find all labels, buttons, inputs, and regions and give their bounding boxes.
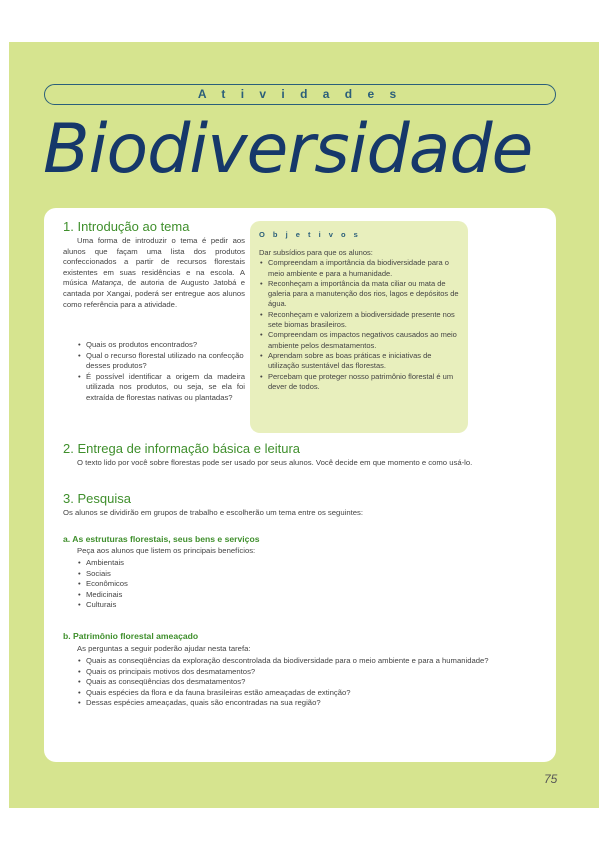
section-3a-list: [77, 558, 377, 611]
section-1-text-start: Uma forma de introduzir o tema é pedir aos alunos que façam uma lista dos produtos confeccionados a partir de recursos florestais existentes em suas residências e na escola. A música: [63, 236, 245, 288]
section-1-heading: 1. Introdução ao tema: [63, 219, 190, 234]
question-item: • Dessas espécies ameaçadas, quais são encontradas na sua região?: [77, 698, 497, 709]
question-item: • Qual o recurso florestal utilizado na confecção desses produtos?: [77, 351, 245, 372]
objectives-intro: Dar subsídios para que os alunos:: [259, 248, 373, 257]
song-title: Matança: [91, 278, 122, 288]
section-3a-heading: a. As estruturas florestais, seus bens e serviços: [63, 534, 260, 544]
benefit-item: • Culturais: [77, 600, 377, 611]
section-1-paragraph: [63, 236, 245, 310]
objective-item: • Compreendam os impactos negativos causados ao meio ambiente pelos desmatamentos.: [259, 330, 460, 351]
section-1-text-end: , de autoria de Augusto Jatobá e cantada por Xangai, poderá ser entregue aos alunos como referência para a atividade.: [63, 278, 245, 309]
section-3a-intro: Peça aos alunos que listem os principais benefícios:: [77, 546, 256, 555]
question-item: • Quais as conseqüências da exploração descontrolada da biodiversidade para o meio ambiente e para a humanidade?: [77, 656, 497, 667]
page-number: 75: [544, 772, 558, 786]
benefit-item: • Medicinais: [77, 590, 377, 601]
section-3-paragraph: Os alunos se dividirão em grupos de trabalho e escolherão um tema entre os seguintes:: [63, 508, 363, 517]
section-3b-list: [77, 656, 497, 709]
section-3b-intro: As perguntas a seguir poderão ajudar nesta tarefa:: [77, 644, 251, 653]
benefit-item: • Sociais: [77, 569, 377, 580]
section-2-paragraph: O texto lido por você sobre florestas pode ser usado por seus alunos. Você decide em que momento e como usá-lo.: [77, 458, 473, 467]
section-3b-heading: b. Patrimônio florestal ameaçado: [63, 631, 199, 641]
objective-item: • Aprendam sobre as boas práticas e iniciativas de utilização sustentável das florestas.: [259, 351, 460, 372]
question-item: • É possível identificar a origem da madeira utilizada nos produtos, ou seja, se ela foi extraída de florestas nativas ou plantadas?: [77, 372, 245, 404]
question-item: • Quais espécies da flora e da fauna brasileiras estão ameaçadas de extinção?: [77, 688, 497, 699]
activities-banner: A t i v i d a d e s: [44, 84, 556, 105]
question-item: • Quais os produtos encontrados?: [77, 340, 245, 351]
objective-item: • Percebam que proteger nosso patrimônio florestal é um dever de todos.: [259, 372, 460, 393]
objective-item: • Reconheçam e valorizem a biodiversidade presente nos sete biomas brasileiros.: [259, 310, 460, 331]
section-2-heading: 2. Entrega de informação básica e leitura: [63, 441, 301, 456]
objectives-list: [259, 258, 460, 392]
page-title: Biodiversidade: [43, 110, 533, 189]
objective-item: • Reconheçam a importância da mata ciliar ou mata de galeria para a manutenção dos rios, lagos e depósitos de água.: [259, 279, 460, 310]
benefit-item: • Econômicos: [77, 579, 377, 590]
objectives-title: O b j e t i v o s: [259, 230, 361, 239]
section-1-questions: [77, 340, 245, 404]
section-3-heading: 3. Pesquisa: [63, 491, 131, 506]
question-item: • Quais os principais motivos dos desmatamentos?: [77, 667, 497, 678]
question-item: • Quais as conseqüências dos desmatamentos?: [77, 677, 497, 688]
objective-item: • Compreendam a importância da biodiversidade para o meio ambiente e para a humanidade.: [259, 258, 460, 279]
benefit-item: • Ambientais: [77, 558, 377, 569]
objectives-box: [250, 221, 468, 433]
